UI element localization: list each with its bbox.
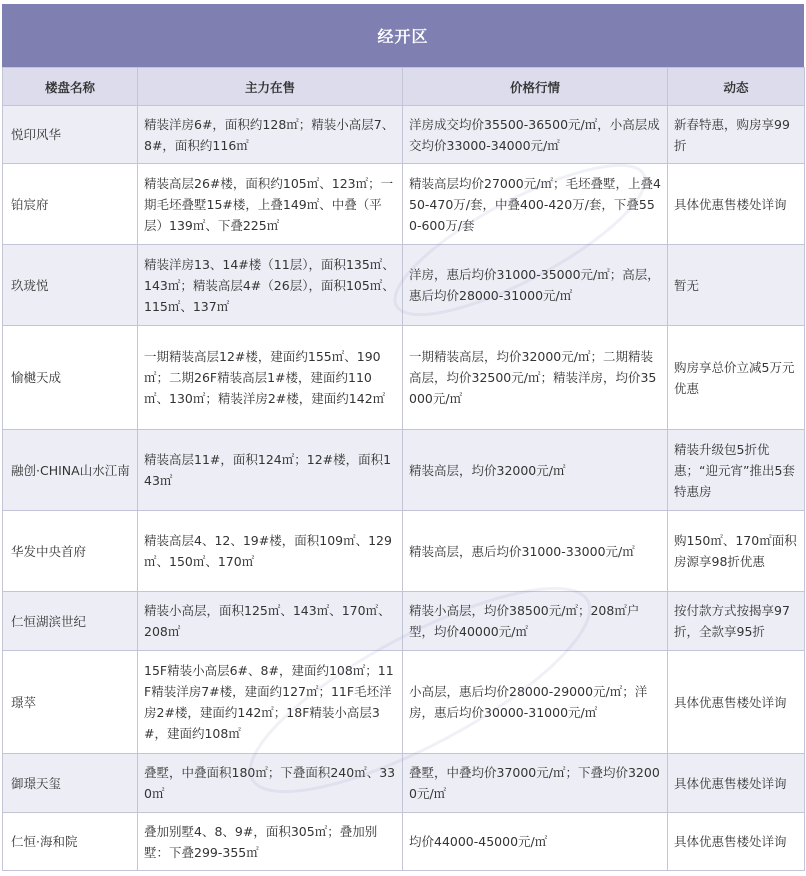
table-row <box>3 164 805 245</box>
header-name: 楼盘名称 <box>3 68 138 106</box>
header-row <box>3 68 805 106</box>
cell-supply: 精装高层26#楼，面积约105㎡、123㎡；一期毛坯叠墅15#楼，上叠149㎡、中叠（平层）139㎡、下叠225㎡ <box>138 164 403 245</box>
cell-name: 愉樾天成 <box>3 326 138 430</box>
cell-news: 具体优惠售楼处详询 <box>668 813 805 871</box>
table-row <box>3 245 805 326</box>
cell-supply: 精装高层11#，面积124㎡；12#楼，面积143㎡ <box>138 430 403 511</box>
cell-news: 暂无 <box>668 245 805 326</box>
cell-name: 璟萃 <box>3 651 138 754</box>
table-row <box>3 326 805 430</box>
cell-news: 按付款方式按揭享97折，全款享95折 <box>668 592 805 651</box>
cell-supply: 一期精装高层12#楼，建面约155㎡、190㎡；二期26F精装高层1#楼，建面约110㎡、130㎡；精装洋房2#楼，建面约142㎡ <box>138 326 403 430</box>
cell-name: 仁恒湖滨世纪 <box>3 592 138 651</box>
cell-price: 一期精装高层，均价32000元/㎡；二期精装高层，均价32500元/㎡；精装洋房，均价35000元/㎡ <box>403 326 668 430</box>
table-row <box>3 511 805 592</box>
page-title: 经开区 <box>2 4 804 67</box>
cell-name: 玖珑悦 <box>3 245 138 326</box>
cell-news: 新春特惠，购房享99折 <box>668 106 805 164</box>
cell-price: 精装小高层，均价38500元/㎡；208㎡户型，均价40000元/㎡ <box>403 592 668 651</box>
table-row <box>3 106 805 164</box>
cell-price: 洋房，惠后均价31000-35000元/㎡；高层，惠后均价28000-31000元/㎡ <box>403 245 668 326</box>
cell-supply: 叠加别墅4、8、9#，面积305㎡；叠加别墅：下叠299-355㎡ <box>138 813 403 871</box>
cell-price: 精装高层，惠后均价31000-33000元/㎡ <box>403 511 668 592</box>
header-supply: 主力在售 <box>138 68 403 106</box>
cell-price: 叠墅，中叠均价37000元/㎡；下叠均价32000元/㎡ <box>403 754 668 813</box>
table-row <box>3 813 805 871</box>
cell-name: 仁恒·海和院 <box>3 813 138 871</box>
cell-supply: 15F精装小高层6#、8#，建面约108㎡；11F精装洋房7#楼，建面约127㎡；11F毛坯洋房2#楼，建面约142㎡；18F精装小高层3#，建面约108㎡ <box>138 651 403 754</box>
cell-supply: 精装洋房13、14#楼（11层），面积135㎡、143㎡；精装高层4#（26层），面积105㎡、115㎡、137㎡ <box>138 245 403 326</box>
cell-price: 均价44000-45000元/㎡ <box>403 813 668 871</box>
cell-name: 华发中央首府 <box>3 511 138 592</box>
table-row <box>3 754 805 813</box>
cell-supply: 精装洋房6#，面积约128㎡；精装小高层7、8#，面积约116㎡ <box>138 106 403 164</box>
cell-name: 铂宸府 <box>3 164 138 245</box>
cell-news: 具体优惠售楼处详询 <box>668 164 805 245</box>
table-row <box>3 592 805 651</box>
property-table <box>2 67 805 871</box>
cell-news: 购150㎡、170㎡面积房源享98折优惠 <box>668 511 805 592</box>
cell-name: 融创·CHINA山水江南 <box>3 430 138 511</box>
cell-supply: 精装小高层，面积125㎡、143㎡、170㎡、208㎡ <box>138 592 403 651</box>
cell-supply: 精装高层4、12、19#楼，面积109㎡、129㎡、150㎡、170㎡ <box>138 511 403 592</box>
cell-name: 悦印风华 <box>3 106 138 164</box>
cell-news: 精装升级包5折优惠；“迎元宵”推出5套特惠房 <box>668 430 805 511</box>
cell-supply: 叠墅，中叠面积180㎡；下叠面积240㎡、330㎡ <box>138 754 403 813</box>
cell-name: 御璟天玺 <box>3 754 138 813</box>
header-news: 动态 <box>668 68 805 106</box>
cell-price: 洋房成交均价35500-36500元/㎡，小高层成交均价33000-34000元/㎡ <box>403 106 668 164</box>
cell-price: 精装高层，均价32000元/㎡ <box>403 430 668 511</box>
cell-price: 精装高层均价27000元/㎡；毛坯叠墅，上叠450-470万/套，中叠400-420万/套，下叠550-600万/套 <box>403 164 668 245</box>
cell-price: 小高层，惠后均价28000-29000元/㎡；洋房，惠后均价30000-31000元/㎡ <box>403 651 668 754</box>
cell-news: 具体优惠售楼处详询 <box>668 651 805 754</box>
header-price: 价格行情 <box>403 68 668 106</box>
table-row <box>3 651 805 754</box>
cell-news: 具体优惠售楼处详询 <box>668 754 805 813</box>
cell-news: 购房享总价立减5万元优惠 <box>668 326 805 430</box>
table-row <box>3 430 805 511</box>
